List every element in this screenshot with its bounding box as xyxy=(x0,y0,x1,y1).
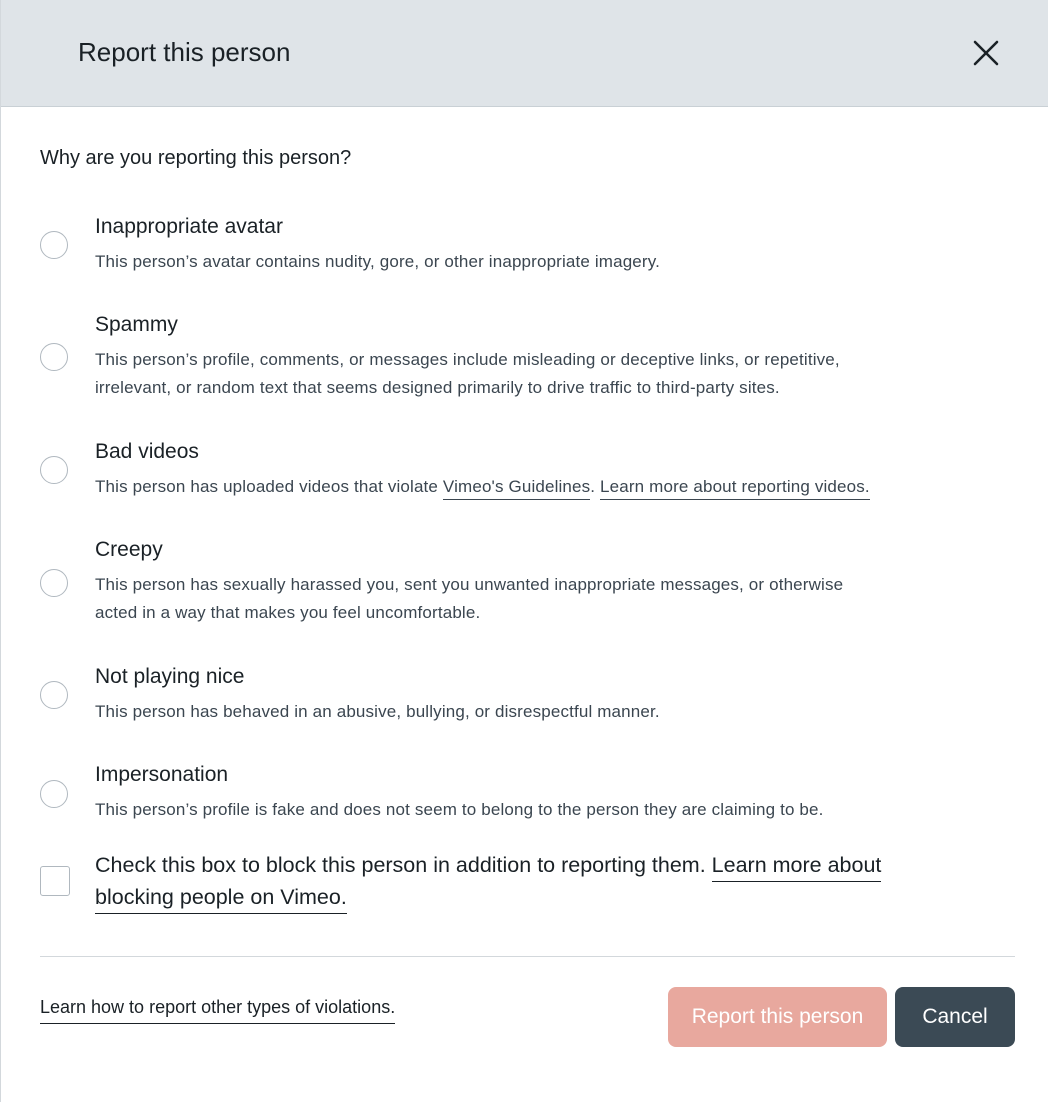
option-title: Not playing nice xyxy=(95,665,245,688)
report-other-violations-link[interactable]: Learn how to report other types of violations. xyxy=(40,994,395,1024)
learn-more-blocking-link[interactable]: Learn more about xyxy=(712,853,882,882)
dialog-title: Report this person xyxy=(78,37,291,67)
option-description xyxy=(95,473,995,501)
radio-impersonation[interactable] xyxy=(40,780,68,808)
option-description-line: irrelevant, or random text that seems designed primarily to drive traffic to third-party sites. xyxy=(95,378,780,397)
option-description-line: acted in a way that makes you feel uncomfortable. xyxy=(95,603,481,622)
radio-not-playing-nice[interactable] xyxy=(40,681,68,709)
radio-spammy[interactable] xyxy=(40,343,68,371)
divider xyxy=(40,956,1015,957)
block-person-checkbox[interactable] xyxy=(40,866,70,896)
option-description-line: This person has sexually harassed you, sent you unwanted inappropriate messages, or otherwise xyxy=(95,575,844,594)
radio-bad-videos[interactable] xyxy=(40,456,68,484)
report-person-button[interactable]: Report this person xyxy=(668,987,887,1047)
option-description: This person’s avatar contains nudity, gore, or other inappropriate imagery. xyxy=(95,252,660,271)
option-title: Impersonation xyxy=(95,763,229,786)
learn-more-reporting-videos-link[interactable]: Learn more about reporting videos. xyxy=(600,477,870,500)
period-text: . xyxy=(590,477,596,496)
option-description xyxy=(95,346,995,402)
block-person-label xyxy=(95,849,975,913)
vimeo-guidelines-link[interactable]: Vimeo's Guidelines xyxy=(443,477,590,500)
learn-more-blocking-link-continued[interactable]: blocking people on Vimeo. xyxy=(95,885,347,914)
block-person-text: Check this box to block this person in addition to reporting them. xyxy=(95,853,712,877)
option-title: Creepy xyxy=(95,538,163,561)
option-description-line: This person’s profile, comments, or messages include misleading or deceptive links, or repetitive, xyxy=(95,350,840,369)
option-title: Spammy xyxy=(95,313,178,336)
close-icon xyxy=(967,34,1005,72)
option-description-text: This person has uploaded videos that violate xyxy=(95,477,443,496)
option-description: This person’s profile is fake and does not seem to belong to the person they are claiming to be. xyxy=(95,800,824,819)
option-description: This person has behaved in an abusive, bullying, or disrespectful manner. xyxy=(95,702,660,721)
report-question: Why are you reporting this person? xyxy=(40,147,352,169)
radio-creepy[interactable] xyxy=(40,569,68,597)
option-title: Bad videos xyxy=(95,440,199,463)
dialog-header xyxy=(1,0,1048,107)
radio-inappropriate-avatar[interactable] xyxy=(40,231,68,259)
close-button[interactable] xyxy=(967,34,1005,72)
option-title: Inappropriate avatar xyxy=(95,215,283,238)
cancel-button[interactable]: Cancel xyxy=(895,987,1015,1047)
option-description xyxy=(95,571,995,627)
